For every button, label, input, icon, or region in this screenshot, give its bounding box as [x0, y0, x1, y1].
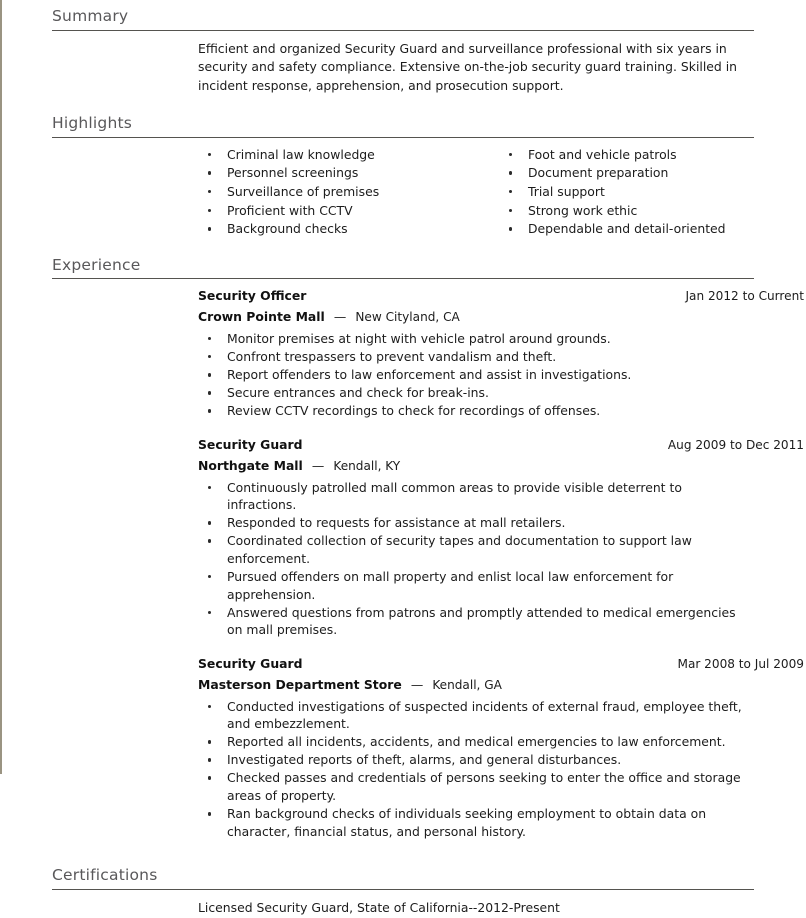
list-item: Review CCTV recordings to check for recordings of offenses.: [198, 402, 754, 420]
spacer-after-summary: [52, 96, 754, 107]
highlights-list-right: [499, 146, 758, 238]
job-entry: [198, 288, 804, 420]
list-item: Pursued offenders on mall property and enlist local law enforcement for apprehension.: [198, 568, 754, 603]
list-item: Personnel screenings: [198, 164, 478, 182]
job-company: Northgate Mall: [198, 457, 303, 473]
list-item: Coordinated collection of security tapes and documentation to support law enforcement.: [198, 532, 754, 567]
certifications-heading: Certifications: [52, 859, 754, 890]
list-item: Monitor premises at night with vehicle patrol around grounds.: [198, 330, 754, 348]
list-item: Investigated reports of theft, alarms, and general disturbances.: [198, 751, 754, 769]
list-item: Strong work ethic: [499, 202, 758, 220]
job-location: New Cityland, CA: [355, 310, 460, 325]
list-item: Foot and vehicle patrols: [499, 146, 758, 164]
job-bullet-list: [198, 328, 754, 420]
job-separator-dash: —: [333, 309, 347, 325]
highlights-body: [198, 138, 758, 239]
job-company: Masterson Department Store: [198, 676, 402, 692]
job-company-row: [198, 673, 804, 696]
list-item: Checked passes and credentials of persons seeking to enter the office and storage areas of property.: [198, 769, 754, 804]
job-dates: Jan 2012 to Current: [685, 289, 804, 304]
section-experience: [52, 249, 804, 841]
list-item: Ran background checks of individuals seeking employment to obtain data on character, financial status, and personal history.: [198, 805, 754, 840]
resume-content: [52, 0, 804, 918]
job-bullet-list: [198, 477, 754, 639]
highlights-list-left: [198, 146, 478, 238]
highlights-column-right: [478, 146, 758, 239]
job-company-row: [198, 305, 804, 328]
job-entry: [198, 423, 804, 639]
experience-jobs: [198, 279, 804, 840]
job-title-row: [198, 656, 804, 673]
job-separator-dash: —: [410, 676, 424, 692]
list-item: Trial support: [499, 183, 758, 201]
job-location: Kendall, KY: [333, 458, 401, 473]
highlights-column-left: [198, 146, 478, 239]
section-highlights: [52, 107, 754, 239]
list-item: Document preparation: [499, 164, 758, 182]
section-certifications: [52, 859, 754, 917]
job-separator-dash: —: [311, 457, 325, 473]
list-item: Continuously patrolled mall common areas to provide visible deterrent to infractions.: [198, 479, 754, 514]
certifications-body: [198, 890, 754, 918]
summary-body: [198, 31, 754, 97]
experience-heading: Experience: [52, 249, 754, 280]
job-entry: [198, 642, 804, 840]
list-item: Responded to requests for assistance at mall retailers.: [198, 514, 754, 532]
summary-text: Efficient and organized Security Guard and surveillance professional with six years in security and safety compliance. Extensive on-the-job security guard training. Skilled in incident response, apprehension, and prosecution support.: [198, 40, 737, 94]
job-location: Kendall, GA: [432, 677, 502, 692]
job-dates: Mar 2008 to Jul 2009: [677, 656, 804, 671]
list-item: Answered questions from patrons and promptly attended to medical emergencies on mall premises.: [198, 604, 754, 639]
spacer-after-experience: [52, 843, 754, 859]
job-dates: Aug 2009 to Dec 2011: [667, 437, 804, 452]
job-company-row: [198, 454, 804, 477]
list-item: Secure entrances and check for break-ins.: [198, 384, 754, 402]
job-company: Crown Pointe Mall: [198, 309, 325, 325]
summary-heading: Summary: [52, 0, 754, 31]
job-title: Security Guard: [198, 655, 303, 671]
list-item: Surveillance of premises: [198, 183, 478, 201]
certifications-text: Licensed Security Guard, State of California--2012-Present: [198, 900, 560, 915]
list-item: Reported all incidents, accidents, and medical emergencies to law enforcement.: [198, 733, 754, 751]
list-item: Conducted investigations of suspected incidents of external fraud, employee theft, and embezzlement.: [198, 698, 754, 733]
job-bullet-list: [198, 696, 754, 841]
list-item: Criminal law knowledge: [198, 146, 478, 164]
highlights-heading: Highlights: [52, 107, 754, 138]
list-item: Background checks: [198, 220, 478, 238]
job-title-row: [198, 437, 804, 454]
job-title-row: [198, 288, 804, 305]
spacer-after-highlights: [52, 239, 754, 249]
list-item: Proficient with CCTV: [198, 202, 478, 220]
list-item: Report offenders to law enforcement and assist in investigations.: [198, 366, 754, 384]
list-item: Dependable and detail-oriented: [499, 220, 758, 238]
job-title: Security Officer: [198, 288, 307, 304]
job-title: Security Guard: [198, 436, 303, 452]
list-item: Confront trespassers to prevent vandalism and theft.: [198, 348, 754, 366]
section-summary: [52, 0, 754, 96]
